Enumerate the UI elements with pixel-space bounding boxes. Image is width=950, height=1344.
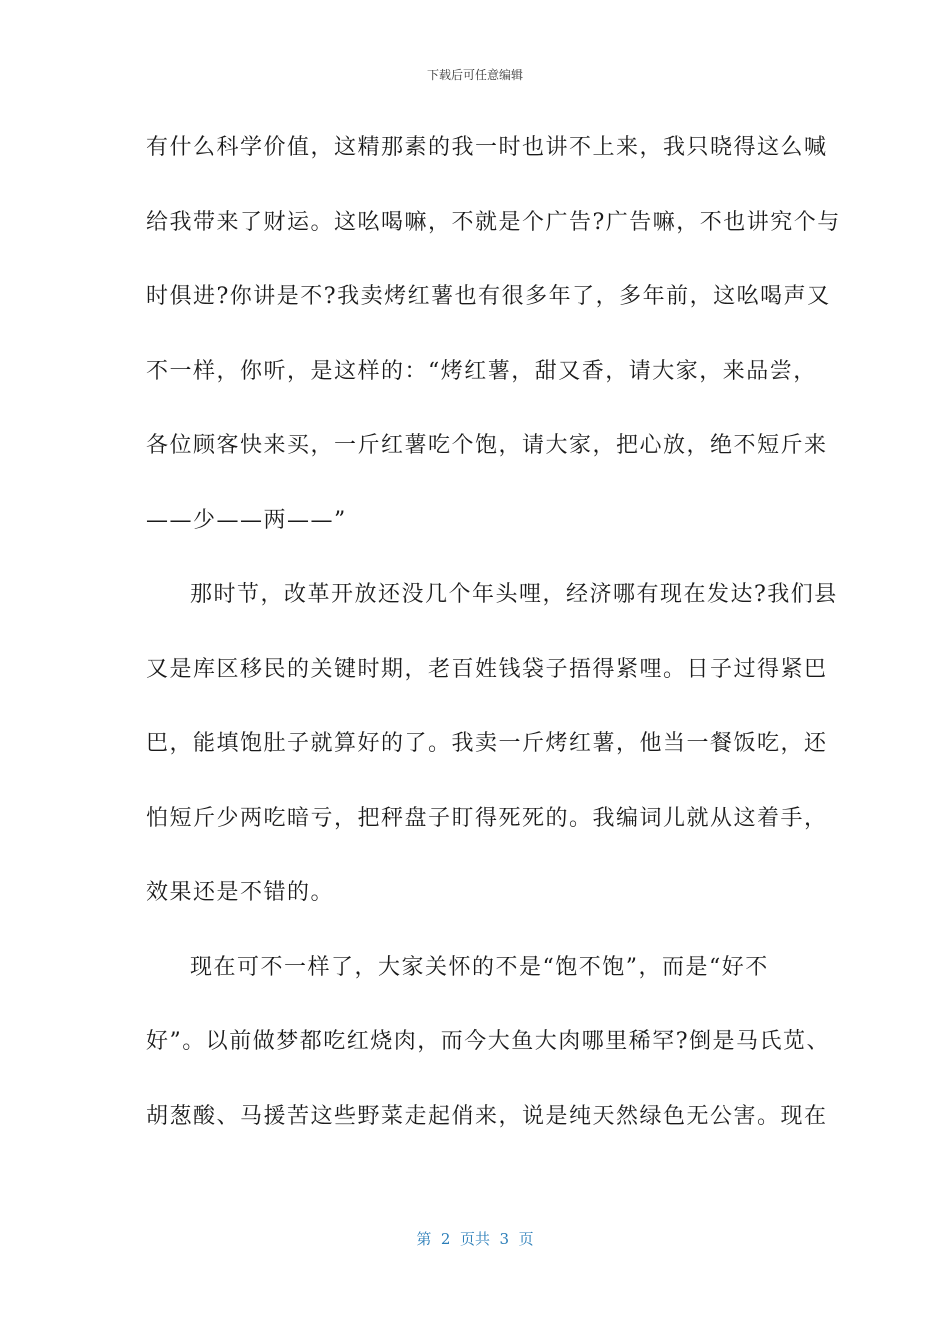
text-line: 时俱进?你讲是不?我卖烤红薯也有很多年了，多年前，这吆喝声又 — [146, 284, 831, 309]
text-line: 有什么科学价值，这精那素的我一时也讲不上来，我只晓得这么喊 — [146, 135, 828, 160]
text-line: 效果还是不错的。 — [146, 880, 335, 905]
paragraph-start-line: 那时节，改革开放还没几个年头哩，经济哪有现在发达?我们县 — [190, 582, 838, 607]
page-number-footer: 第 2 页共 3 页 — [416, 1230, 534, 1248]
text-line: ——少——两——” — [146, 507, 347, 533]
text-line: 又是库区移民的关键时期，老百姓钱袋子捂得紧哩。日子过得紧巴 — [146, 656, 828, 682]
paragraph-start-line: 现在可不一样了，大家关怀的不是“饱不饱”，而是“好不 — [190, 954, 769, 980]
text-line: 怕短斤少两吃暗亏，把秤盘子盯得死死的。我编词儿就从这着手， — [146, 805, 828, 831]
text-line: 巴，能填饱肚子就算好的了。我卖一斤烤红薯，他当一餐饭吃，还 — [146, 731, 828, 756]
text-line: 胡葱酸、马援苦这些野菜走起俏来，说是纯天然绿色无公害。现在 — [146, 1103, 828, 1129]
text-line: 不一样，你听，是这样的：“烤红薯，甜又香，请大家，来品尝， — [146, 358, 817, 384]
document-body — [146, 124, 841, 1167]
text-line: 各位顾客快来买，一斤红薯吃个饱，请大家，把心放，绝不短斤来 — [146, 433, 828, 458]
text-line: 好”。以前做梦都吃红烧肉，而今大鱼大肉哪里稀罕?倒是马氏苋、 — [146, 1029, 831, 1054]
page-header: 下载后可任意编辑 — [426, 68, 523, 82]
text-line: 给我带来了财运。这吆喝嘛，不就是个广告?广告嘛，不也讲究个与 — [146, 209, 841, 235]
